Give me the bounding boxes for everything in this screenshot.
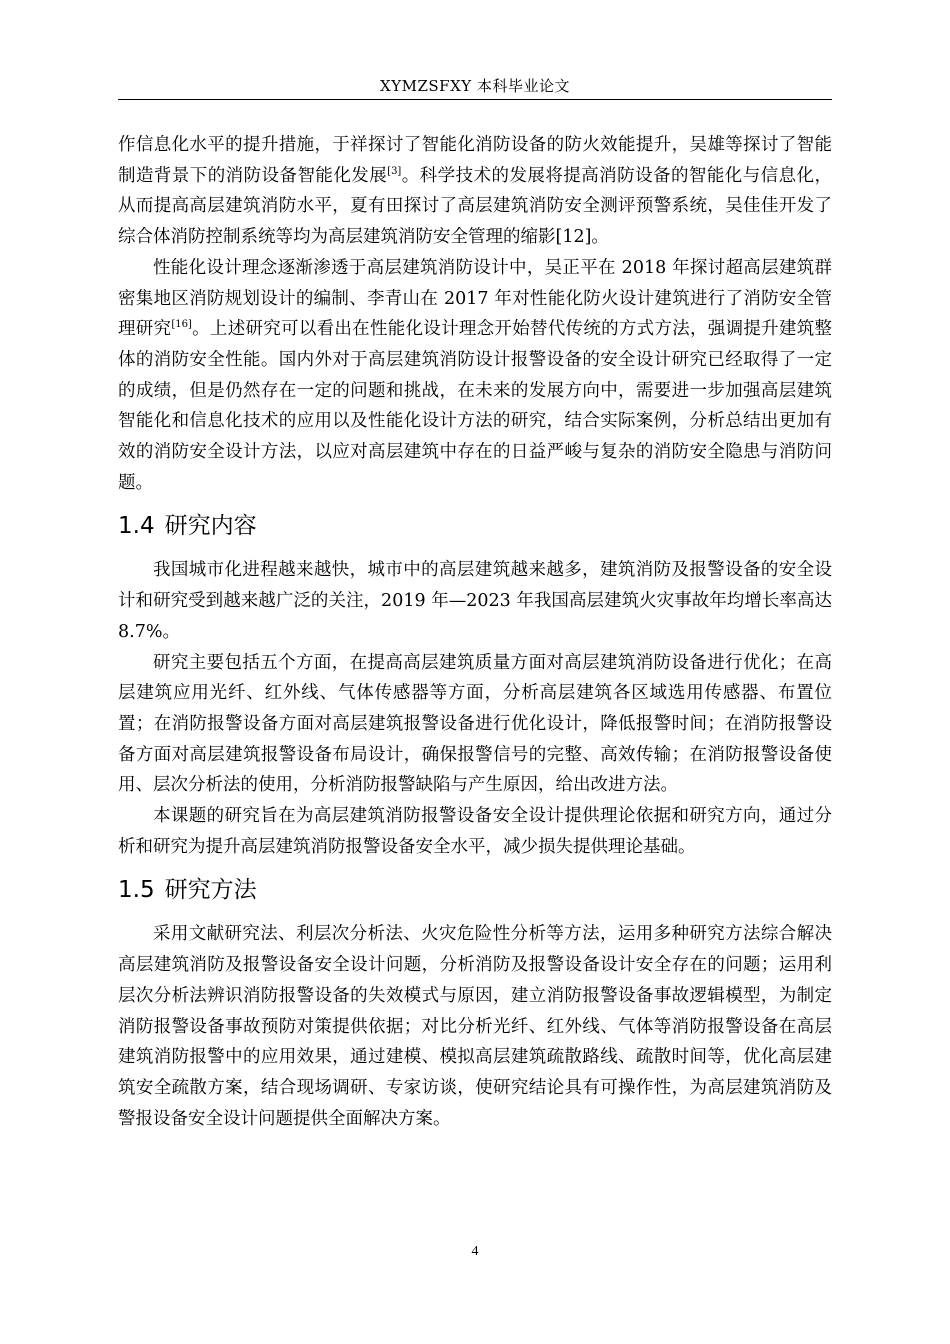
section-number: 1.5 <box>118 877 155 904</box>
paragraph-text: 作信息化水平的提升措施，于祥探讨了智能化消防设备的防火效能提升，吴雄等探讨了智能制造背景下的消防设备智能化发展 <box>118 135 832 186</box>
paragraph-text: 。上述研究可以看出在性能化设计理念开始替代传统的方式方法，强调提升建筑整体的消防安全性能。国内外对于高层建筑消防设计报警设备的安全设计研究已经取得了一定的成绩，但是仍然存在一定的问题和挑战，在未来的发展方向中，需要进一步加强高层建筑智能化和信息化技术的应用以及性能化设计方法的研究，结合实际案例，分析总结出更加有效的消防安全设计方法，以应对高层建筑中存在的日益严峻与复杂的消防安全隐患与消防问题。 <box>118 319 832 493</box>
running-header: XYMZSFXY 本科毕业论文 <box>380 77 570 95</box>
citation-ref: [16] <box>171 319 192 331</box>
section-title: 研究方法 <box>164 877 257 904</box>
paragraph-1-4-3: 本课题的研究旨在为高层建筑消防报警设备安全设计提供理论依据和研究方向，通过分析和研究为提升高层建筑消防报警设备安全水平，减少损失提供理论基础。 <box>118 806 832 857</box>
paragraph-1-4-2: 研究主要包括五个方面，在提高高层建筑质量方面对高层建筑消防设备进行优化；在高层建筑应用光纤、红外线、气体传感器等方面，分析高层建筑各区域选用传感器、布置位置；在消防报警设备方面对高层建筑报警设备进行优化设计，降低报警时间；在消防报警设备方面对高层建筑报警设备布局设计，确保报警信号的完整、高效传输；在消防报警设备使用、层次分析法的使用，分析消防报警缺陷与产生原因，给出改进方法。 <box>118 652 832 796</box>
page-number: 4 <box>471 1244 479 1259</box>
citation-ref: [3] <box>387 165 402 177</box>
paragraph-1-5-1: 采用文献研究法、利层次分析法、火灾危险性分析等方法，运用多种研究方法综合解决高层建筑消防及报警设备安全设计问题，分析消防及报警设备设计安全存在的问题；运用利层次分析法辨识消防报警设备的失效模式与原因，建立消防报警设备事故逻辑模型，为制定消防报警设备事故预防对策提供依据；对比分析光纤、红外线、气体等消防报警设备在高层建筑消防报警中的应用效果，通过建模、模拟高层建筑疏散路线、疏散时间等，优化高层建筑安全疏散方案，结合现场调研、专家访谈，使研究结论具有可操作性，为高层建筑消防及警报设备安全设计问题提供全面解决方案。 <box>118 924 832 1129</box>
body-text <box>118 130 832 1134</box>
paragraph-intro-1 <box>118 130 832 253</box>
section-heading-1-5 <box>118 875 832 905</box>
paragraph-text: 性能化设计理念逐渐渗透于高层建筑消防设计中，吴正平在 2018 年探讨超高层建筑群密集地区消防规划设计的编制、李青山在 2017 年对性能化防火设计建筑进行了消防安全管理研究 <box>118 257 832 340</box>
paragraph-1-4-1: 我国城市化进程越来越快，城市中的高层建筑越来越多，建筑消防及报警设备的安全设计和研究受到越来越广泛的关注，2019 年—2023 年我国高层建筑火灾事故年均增长率高达 8.7%。 <box>118 560 832 642</box>
header-rule <box>118 99 832 100</box>
section-number: 1.4 <box>118 513 155 540</box>
paragraph-text: 。科学技术的发展将提高消防设备的智能化与信息化，从而提高高层建筑消防水平，夏有田探讨了高层建筑消防安全测评预警系统，吴佳佳开发了综合体消防控制系统等均为高层建筑消防安全管理的缩影[12]。 <box>118 165 833 248</box>
paragraph-intro-2 <box>118 253 832 499</box>
section-heading-1-4 <box>118 511 832 541</box>
section-title: 研究内容 <box>164 513 257 540</box>
